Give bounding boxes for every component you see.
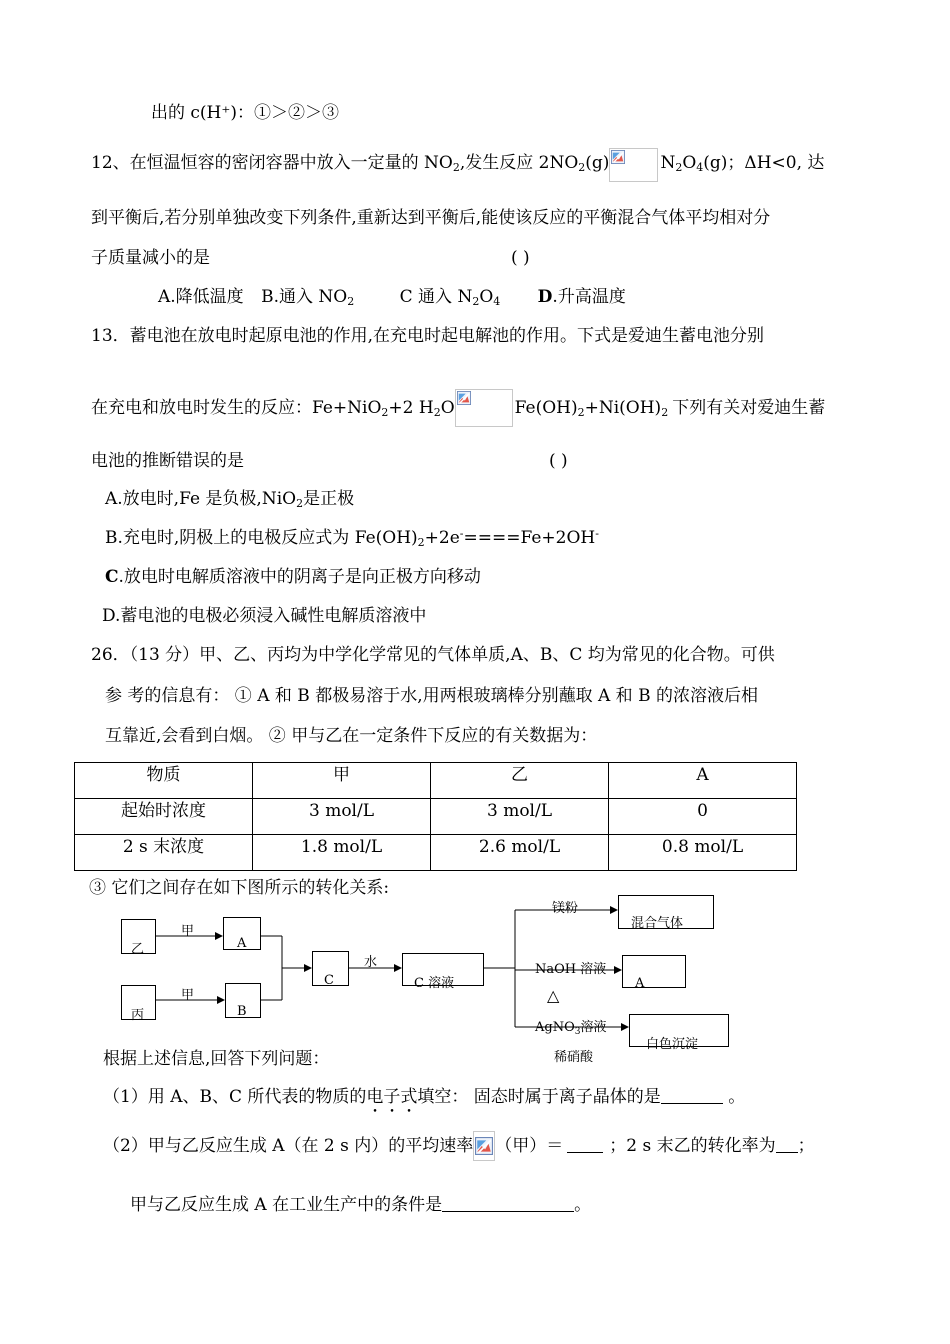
sub: 2	[296, 497, 304, 510]
answer-paren: ( )	[549, 451, 568, 471]
q26-text: 参 考的信息有： ① A 和 B 都极易溶于水,用两根玻璃棒分别蘸取 A 和 B 的浓溶液后相	[105, 686, 758, 706]
arrow-label-jia: 甲	[181, 988, 195, 1003]
q13-text: 下列有关对爱迪生蓄	[672, 398, 826, 418]
q12-text: 到平衡后,若分别单独改变下列条件,重新达到平衡后,能使该反应的平衡混合气体平均相对分	[91, 208, 771, 228]
option-c: .放电时电解质溶液中的阴离子是向正极方向移动	[118, 567, 481, 587]
answer-blank[interactable]	[661, 1087, 723, 1104]
q12-text: (g)；ΔH<0, 达	[703, 153, 825, 173]
q26-text: （2）甲与乙反应生成 A（在 2 s 内）的平均速率	[103, 1136, 474, 1156]
broken-image-icon	[475, 1133, 493, 1159]
q12-text: ,发生反应 2NO	[459, 153, 579, 173]
box-bing	[121, 985, 156, 1023]
answer-blank[interactable]	[567, 1136, 603, 1153]
sub: 2	[433, 406, 441, 419]
prev-answer-text: 出的 c(H⁺)：①＞②＞③	[151, 103, 339, 123]
q26-text: ；2 s 末乙的转化率为	[609, 1136, 776, 1156]
option-b: B.通入 NO	[261, 287, 348, 307]
q13-text: +2 H	[388, 398, 434, 418]
table-cell: 3 mol/L	[431, 799, 609, 835]
box-c	[312, 951, 349, 986]
q13-text: Fe(OH)	[514, 398, 578, 418]
arrow-label-text: AgNO	[535, 1020, 575, 1035]
q12-text: 12、在恒温恒容的密闭容器中放入一定量的 NO	[91, 153, 453, 173]
box-label: 混合气体	[631, 916, 684, 931]
answer-blank[interactable]	[442, 1195, 574, 1212]
table-header: A	[609, 763, 797, 799]
box-b	[225, 983, 261, 1018]
box-label: A	[635, 976, 645, 991]
q26-sub2	[103, 1131, 815, 1161]
sub: 2	[452, 161, 460, 174]
arrow-label-mg-powder: 镁粉	[552, 901, 579, 916]
box-label: 白色沉淀	[646, 1037, 699, 1052]
answer-paren: ( )	[511, 248, 530, 268]
q26-text: 甲与乙反应生成 A 在工业生产中的条件是	[130, 1195, 443, 1215]
q26-text: 。	[574, 1195, 592, 1215]
arrow-label-water: 水	[364, 955, 378, 970]
box-c-solution	[402, 953, 484, 991]
sup: -	[595, 527, 599, 540]
table-header: 物质	[75, 763, 253, 799]
q26-line5	[103, 1048, 329, 1070]
box-white-precipitate	[629, 1014, 729, 1052]
sub: 2	[661, 406, 669, 419]
table-header: 甲	[253, 763, 431, 799]
table-cell: 0	[609, 799, 797, 835]
q13-text: O	[440, 398, 455, 418]
q26-text: 填空： 固态时属于离子晶体的是	[417, 1087, 661, 1107]
q26-text: 根据上述信息,回答下列问题：	[103, 1049, 330, 1069]
sub: 2	[347, 295, 355, 308]
sub: 4	[493, 295, 501, 308]
table-cell: 1.8 mol/L	[253, 835, 431, 871]
box-label: C	[324, 973, 334, 988]
option-b: ====Fe+2OH	[463, 528, 596, 548]
sub: 2	[472, 295, 480, 308]
q26-text: 互靠近,会看到白烟。 ② 甲与乙在一定条件下反应的有关数据为：	[105, 726, 598, 746]
box-label: C 溶液	[414, 976, 455, 991]
table-header: 乙	[431, 763, 609, 799]
table-cell: 0.8 mol/L	[609, 835, 797, 871]
rate-symbol-image	[473, 1131, 495, 1161]
box-label: 乙	[131, 942, 145, 957]
box-a-product	[622, 955, 686, 991]
q13-text: 电池的推断错误的是	[91, 451, 244, 471]
table-cell: 2.6 mol/L	[431, 835, 609, 871]
sub: 4	[696, 161, 704, 174]
arrow-label-agno3	[535, 1016, 607, 1035]
option-b: B.充电时,阴极上的电极反应式为 Fe(OH)	[105, 528, 418, 548]
option-d: .升高温度	[552, 287, 626, 307]
sup: -	[459, 527, 464, 540]
arrow-label-jia: 甲	[181, 924, 195, 939]
box-a	[223, 917, 261, 950]
option-a: A.放电时,Fe 是负极,NiO	[105, 489, 297, 509]
option-a: 是正极	[303, 489, 355, 509]
q26-text: 。	[722, 1087, 746, 1107]
sub: 2	[417, 536, 425, 549]
arrow-label-hno3: 稀硝酸	[554, 1050, 594, 1065]
q26-text: ；	[797, 1136, 815, 1156]
sub: 3	[574, 1027, 581, 1037]
table-cell: 2 s 末浓度	[75, 835, 253, 871]
box-label: B	[237, 1004, 247, 1019]
box-label: 丙	[131, 1008, 145, 1023]
q13-text: +Ni(OH)	[584, 398, 662, 418]
table-cell: 起始时浓度	[75, 799, 253, 835]
q12-text: (g)	[585, 153, 610, 173]
q13-text: 在充电和放电时发生的反应：Fe+NiO	[91, 398, 382, 418]
heat-symbol: △	[547, 986, 560, 1005]
table-cell: 3 mol/L	[253, 799, 431, 835]
arrow-label-naoh: NaOH 溶液	[535, 962, 607, 977]
q12-text: N	[660, 153, 676, 173]
emphasized-text: 电子式	[366, 1087, 418, 1107]
q12-text: 子质量减小的是	[91, 248, 210, 268]
sub: 2	[381, 406, 389, 419]
option-c-letter: C	[105, 567, 119, 587]
option-c: C 通入 N	[399, 287, 473, 307]
q26-text: （甲）＝	[495, 1136, 564, 1156]
box-yi	[121, 919, 156, 957]
q26-text: （1）用 A、B、C 所代表的物质的	[103, 1087, 367, 1107]
answer-blank[interactable]	[776, 1136, 798, 1153]
sub: 2	[675, 161, 683, 174]
q13-text: 13．蓄电池在放电时起原电池的作用,在充电时起电解池的作用。下式是爱迪生蓄电池分别	[91, 326, 765, 346]
q12-text: O	[682, 153, 697, 173]
arrow-label-text: 溶液	[580, 1020, 607, 1035]
q26-text: ③ 它们之间存在如下图所示的转化关系:	[89, 878, 390, 898]
option-a: A.降低温度	[158, 287, 244, 307]
sub: 2	[577, 406, 585, 419]
option-b: +2e	[424, 528, 460, 548]
sub: 2	[578, 161, 586, 174]
box-mixed-gas	[618, 895, 714, 929]
option-c: O	[479, 287, 494, 307]
option-d-letter: D	[537, 287, 553, 307]
q26-text: 26．（13 分）甲、乙、丙均为中学化学常见的气体单质,A、B、C 均为常见的化合物。可供	[91, 645, 775, 665]
q26-sub2-line2	[130, 1194, 591, 1216]
box-label: A	[237, 936, 247, 951]
option-d: D.蓄电池的电极必须浸入碱性电解质溶液中	[102, 606, 427, 626]
q26-sub1	[103, 1086, 745, 1117]
